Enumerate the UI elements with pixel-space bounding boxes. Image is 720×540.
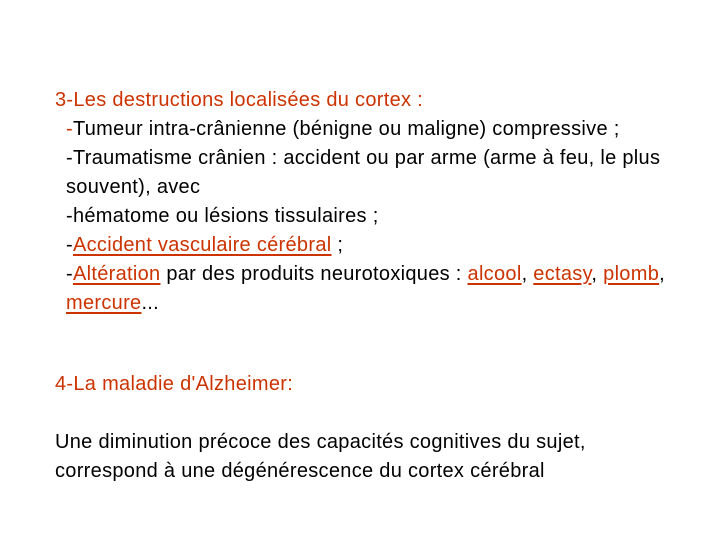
item-hematome: -hématome ou lésions tissulaires ; xyxy=(66,205,379,227)
item-avc xyxy=(55,231,675,260)
alzheimer-description: Une diminution précoce des capacités cognitives du sujet, correspond à une dégénérescence du cortex cérébral xyxy=(55,431,586,482)
ellipsis: ... xyxy=(141,292,160,314)
causes-section xyxy=(55,86,675,318)
section-3-title: 3-Les destructions localisées du cortex : xyxy=(55,89,424,111)
item-tumeur xyxy=(55,115,675,144)
avc-link[interactable]: Accident vasculaire cérébral xyxy=(72,234,332,256)
ectasy-link[interactable]: ectasy xyxy=(533,263,592,285)
item-alteration xyxy=(55,260,675,318)
avc-dash: - xyxy=(66,234,73,256)
tumeur-dash: - xyxy=(66,118,73,140)
alteration-link[interactable]: Altération xyxy=(72,263,161,285)
item-traumatisme: -Traumatisme crânien : accident ou par arme (arme à feu, le plus souvent), avec xyxy=(66,147,661,198)
separator: , xyxy=(659,263,665,285)
alteration-text: par des produits neurotoxiques : xyxy=(160,263,468,285)
mercure-link[interactable]: mercure xyxy=(66,292,142,314)
alcool-link[interactable]: alcool xyxy=(467,263,522,285)
tumeur-text: Tumeur intra-crânienne (bénigne ou maligne) compressive ; xyxy=(72,118,620,140)
plomb-link[interactable]: plomb xyxy=(603,263,660,285)
separator: , xyxy=(591,263,604,285)
separator: , xyxy=(521,263,534,285)
avc-suffix: ; xyxy=(331,234,344,256)
alteration-dash: - xyxy=(66,263,73,285)
section-4-title: 4-La maladie d'Alzheimer: xyxy=(55,373,294,395)
